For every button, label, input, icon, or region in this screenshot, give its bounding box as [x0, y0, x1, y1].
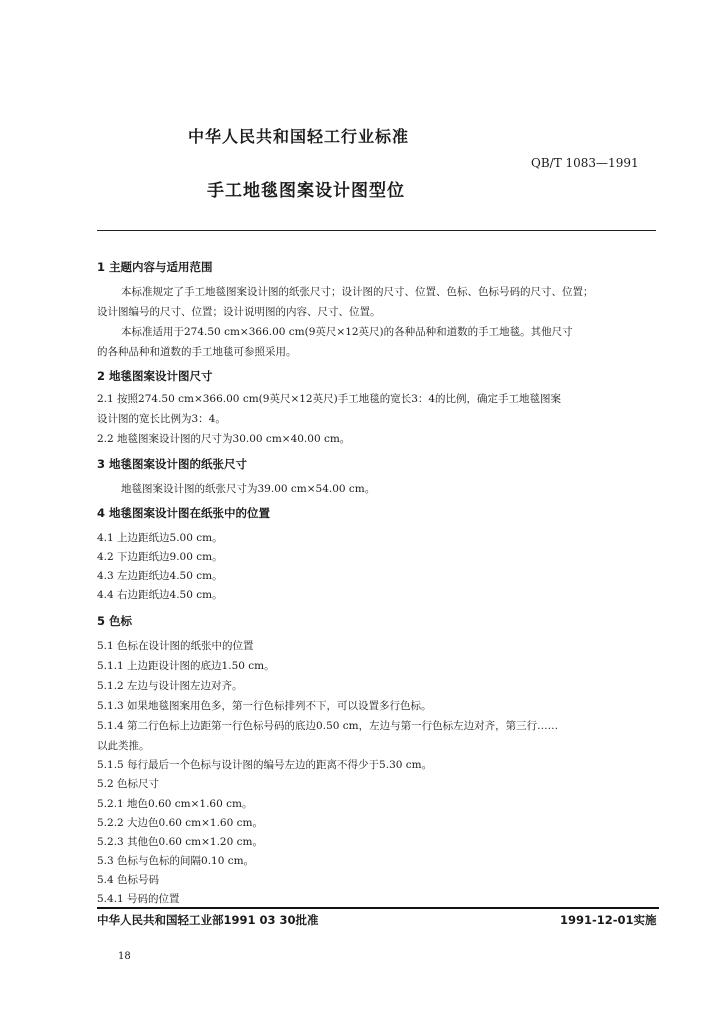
issuing-organization: 中华人民共和国轻工行业标准: [188, 127, 410, 146]
approval-note: 中华人民共和国轻工业部1991 03 30批准: [97, 913, 319, 927]
paragraph-line: 5.1.5 每行最后一个色标与设计图的编号左边的距离不得少于5.30 cm。: [97, 759, 433, 771]
paragraph-line: 5.2 色标尺寸: [97, 778, 160, 790]
paragraph-line: 4.1 上边距纸边5.00 cm。: [97, 532, 223, 544]
paragraph-line: 以此类推。: [97, 740, 150, 752]
paragraph-line: 5.4.1 号码的位置: [97, 893, 180, 905]
standard-code: QB/T 1083—1991: [531, 156, 639, 170]
paragraph-line: 设计图的宽长比例为3：4。: [97, 413, 226, 425]
paragraph-line: 5.1.3 如果地毯图案用色多，第一行色标排列不下，可以设置多行色标。: [97, 700, 432, 712]
paragraph-line: 的各种品种和道数的手工地毯可参照采用。: [97, 346, 297, 358]
paragraph-line: 5.2.3 其他色0.60 cm×1.20 cm。: [97, 836, 263, 848]
paragraph-line: 5.1.4 第二行色标上边距第一行色标号码的底边0.50 cm，左边与第一行色标左边对齐，第三行……: [97, 720, 559, 732]
paragraph-line: 5.1 色标在设计图的纸张中的位置: [97, 640, 254, 652]
section-heading: 5 色标: [97, 614, 133, 628]
section-heading: 4 地毯图案设计图在纸张中的位置: [97, 506, 271, 520]
paragraph-line: 5.2.2 大边色0.60 cm×1.60 cm。: [97, 817, 263, 829]
header-divider: [97, 230, 656, 231]
paragraph-line: 地毯图案设计图的纸张尺寸为39.00 cm×54.00 cm。: [121, 483, 376, 495]
paragraph-line: 本标准规定了手工地毯图案设计图的纸张尺寸；设计图的尺寸、位置、色标、色标号码的尺寸、位置；: [121, 286, 594, 298]
page-number: 18: [118, 951, 131, 962]
document-title: 手工地毯图案设计图型位: [207, 181, 405, 201]
paragraph-line: 4.3 左边距纸边4.50 cm。: [97, 570, 223, 582]
section-heading: 1 主题内容与适用范围: [97, 260, 213, 274]
effective-date: 1991-12-01实施: [560, 913, 657, 927]
paragraph-line: 5.4 色标号码: [97, 874, 160, 886]
paragraph-line: 2.2 地毯图案设计图的尺寸为30.00 cm×40.00 cm。: [97, 433, 351, 445]
paragraph-line: 4.4 右边距纸边4.50 cm。: [97, 589, 223, 601]
section-heading: 2 地毯图案设计图尺寸: [97, 369, 213, 383]
paragraph-line: 5.1.1 上边距设计图的底边1.50 cm。: [97, 660, 275, 672]
paragraph-line: 5.1.2 左边与设计图左边对齐。: [97, 680, 243, 692]
paragraph-line: 设计图编号的尺寸、位置；设计说明图的内容、尺寸、位置。: [97, 306, 381, 318]
paragraph-line: 5.3 色标与色标的间隔0.10 cm。: [97, 855, 255, 867]
paragraph-line: 本标准适用于274.50 cm×366.00 cm(9英尺×12英尺)的各种品种和道数的手工地毯。其他尺寸: [121, 326, 573, 338]
paragraph-line: 5.2.1 地色0.60 cm×1.60 cm。: [97, 798, 253, 810]
paragraph-line: 4.2 下边距纸边9.00 cm。: [97, 551, 223, 563]
section-heading: 3 地毯图案设计图的纸张尺寸: [97, 457, 248, 471]
footer-divider: [97, 907, 659, 909]
paragraph-line: 2.1 按照274.50 cm×366.00 cm(9英尺×12英尺)手工地毯的宽长3：4的比例，确定手工地毯图案: [97, 393, 562, 405]
